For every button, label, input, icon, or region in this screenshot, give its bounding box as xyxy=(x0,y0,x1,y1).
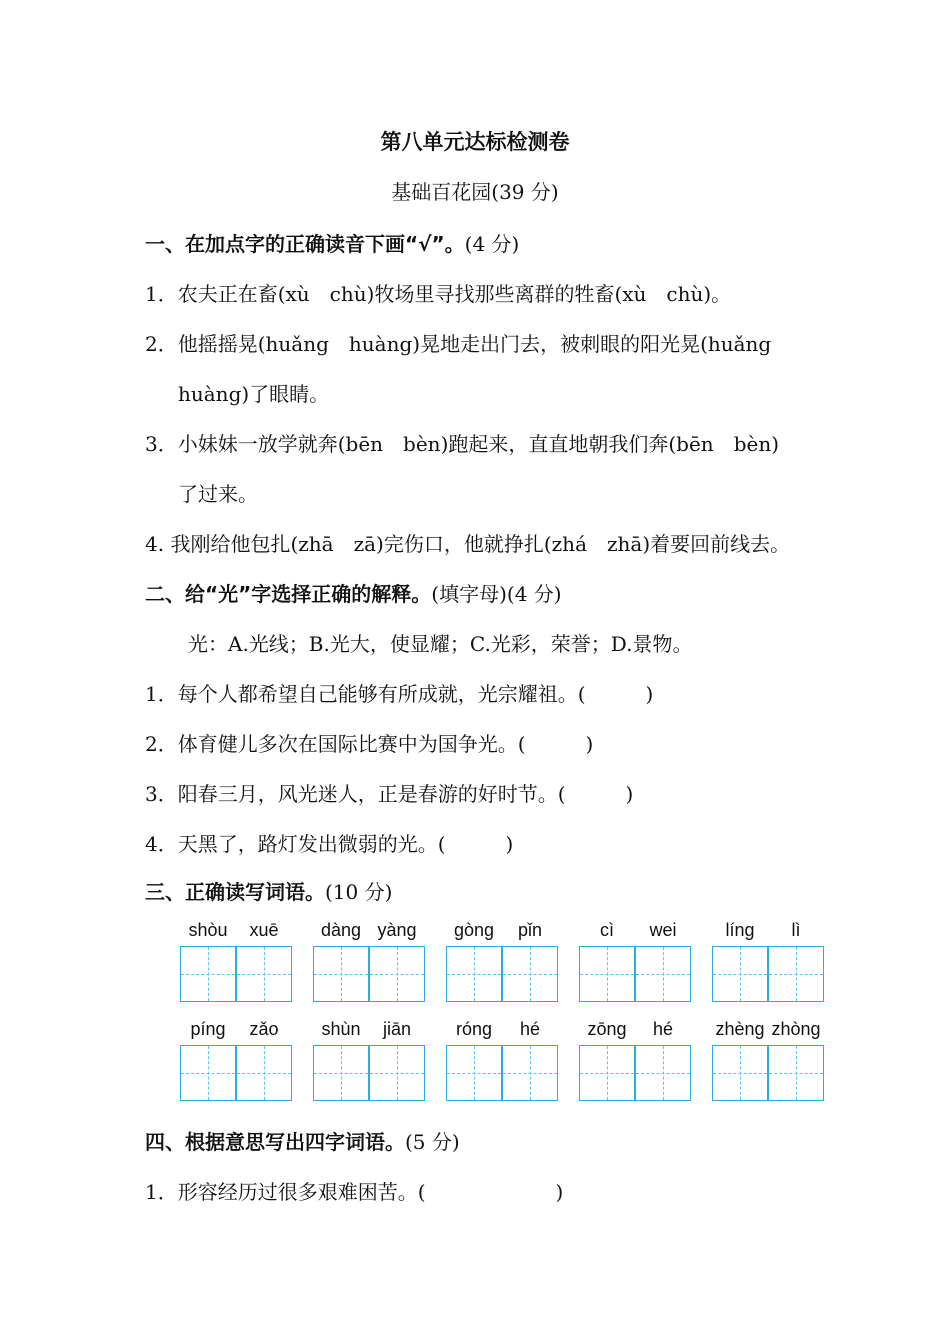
writing-box[interactable] xyxy=(768,1045,824,1101)
section2-heading-text: 二、给“光”字选择正确的解释。 xyxy=(145,582,432,606)
writing-box[interactable] xyxy=(236,946,292,1002)
page-title: 第八单元达标检测卷 xyxy=(380,130,570,154)
section1-score: (4 分) xyxy=(464,232,520,256)
section3-heading xyxy=(145,876,392,905)
section3-heading-text: 三、正确读写词语。 xyxy=(145,880,325,904)
writing-box[interactable] xyxy=(635,946,691,1002)
section1-q1: 1．农夫正在畜(xù chù)牧场里寻找那些离群的牲畜(xù chù)。 xyxy=(145,282,732,306)
close-paren: ) xyxy=(505,832,514,856)
section2-q1 xyxy=(145,678,653,707)
writing-box[interactable] xyxy=(635,1045,691,1101)
section1-heading-text: 一、在加点字的正确读音下画“√”。 xyxy=(145,232,465,256)
word-group xyxy=(180,920,292,1004)
grid-guide xyxy=(447,1073,501,1074)
grid-guide xyxy=(503,974,557,975)
grid-guide xyxy=(181,974,235,975)
pinyin-label: píng xyxy=(190,1019,226,1039)
section2-options: 光：A.光线；B.光大，使显耀；C.光彩，荣誉；D.景物。 xyxy=(188,632,693,656)
section1-q3-line1: 3．小妹妹一放学就奔(bēn bèn)跑起来，直直地朝我们奔(bēn bèn) xyxy=(145,432,780,456)
writing-box[interactable] xyxy=(446,946,502,1002)
word-group xyxy=(579,920,691,1004)
word-group xyxy=(712,1019,824,1103)
pinyin-label: cì xyxy=(599,920,614,940)
section4-q1-text: 1．形容经历过很多艰难困苦。( xyxy=(145,1180,426,1204)
writing-box[interactable] xyxy=(502,946,558,1002)
grid-guide xyxy=(580,1073,634,1074)
pinyin-label: gòng xyxy=(453,920,495,940)
word-group xyxy=(313,1019,425,1103)
section1-q3-line2: 了过来。 xyxy=(178,482,258,506)
pinyin-label: shùn xyxy=(321,1019,361,1039)
writing-box[interactable] xyxy=(369,1045,425,1101)
grid-guide xyxy=(769,974,823,975)
section2-q2 xyxy=(145,728,593,757)
word-group xyxy=(180,1019,292,1103)
writing-box[interactable] xyxy=(313,1045,369,1101)
grid-guide xyxy=(636,1073,690,1074)
pinyin-label: róng xyxy=(455,1019,493,1039)
pinyin-label: shòu xyxy=(188,920,228,940)
pinyin-label: zǎo xyxy=(249,1019,279,1039)
section2-q2-text: 2．体育健儿多次在国际比赛中为国争光。( xyxy=(145,732,526,756)
pinyin-label: wei xyxy=(649,920,677,940)
writing-box[interactable] xyxy=(313,946,369,1002)
close-paren: ) xyxy=(645,682,654,706)
writing-box[interactable] xyxy=(712,1045,768,1101)
pinyin-label: dàng xyxy=(320,920,362,940)
close-paren: ) xyxy=(585,732,594,756)
pinyin-label: lì xyxy=(791,920,801,940)
writing-box[interactable] xyxy=(180,1045,236,1101)
section4-q1 xyxy=(145,1176,563,1205)
writing-box[interactable] xyxy=(712,946,768,1002)
section1-q2-line2: huàng)了眼睛。 xyxy=(178,382,330,406)
grid-guide xyxy=(314,974,368,975)
grid-guide xyxy=(503,1073,557,1074)
section3-score: (10 分) xyxy=(325,880,393,904)
pinyin-label: zōng xyxy=(587,1019,627,1039)
writing-box[interactable] xyxy=(180,946,236,1002)
grid-guide xyxy=(370,1073,424,1074)
section2-q4 xyxy=(145,828,513,857)
pinyin-label: hé xyxy=(652,1019,674,1039)
writing-box[interactable] xyxy=(579,946,635,1002)
section2-q1-text: 1．每个人都希望自己能够有所成就，光宗耀祖。( xyxy=(145,682,586,706)
word-group xyxy=(446,920,558,1004)
grid-guide xyxy=(713,974,767,975)
section2-q3 xyxy=(145,778,633,807)
grid-guide xyxy=(713,1073,767,1074)
section4-score: (5 分) xyxy=(405,1130,460,1154)
grid-guide xyxy=(636,974,690,975)
grid-guide xyxy=(237,974,291,975)
grid-guide xyxy=(181,1073,235,1074)
pinyin-label: pǐn xyxy=(517,920,543,940)
word-group xyxy=(579,1019,691,1103)
section1-q4: 4. 我刚给他包扎(zhā zā)完伤口，他就挣扎(zhá zhā)着要回前线去。 xyxy=(145,532,791,556)
pinyin-label: líng xyxy=(725,920,755,940)
writing-box[interactable] xyxy=(768,946,824,1002)
pinyin-label: zhèng xyxy=(715,1019,765,1039)
grid-guide xyxy=(580,974,634,975)
pinyin-label: jiān xyxy=(382,1019,412,1039)
section2-note: (填字母)(4 分) xyxy=(431,582,562,606)
pinyin-label: xuē xyxy=(249,920,279,940)
section4-heading xyxy=(145,1126,460,1155)
writing-box[interactable] xyxy=(369,946,425,1002)
grid-guide xyxy=(237,1073,291,1074)
section2-heading xyxy=(145,578,562,607)
grid-guide xyxy=(370,974,424,975)
writing-box[interactable] xyxy=(446,1045,502,1101)
pinyin-label: yàng xyxy=(377,920,417,940)
section2-q4-text: 4．天黑了，路灯发出微弱的光。( xyxy=(145,832,446,856)
grid-guide xyxy=(314,1073,368,1074)
section2-q3-text: 3．阳春三月，风光迷人，正是春游的好时节。( xyxy=(145,782,566,806)
section4-heading-text: 四、根据意思写出四字词语。 xyxy=(145,1130,405,1154)
writing-box[interactable] xyxy=(579,1045,635,1101)
pinyin-label: zhòng xyxy=(771,1019,821,1039)
grid-guide xyxy=(769,1073,823,1074)
word-group xyxy=(313,920,425,1004)
close-paren: ) xyxy=(625,782,634,806)
pinyin-grid-row-2 xyxy=(0,1019,950,1103)
pinyin-grid-row-1 xyxy=(0,920,950,1004)
grid-guide xyxy=(447,974,501,975)
writing-box[interactable] xyxy=(502,1045,558,1101)
section1-heading xyxy=(145,228,519,257)
section1-q2-line1: 2．他摇摇晃(huǎng huàng)晃地走出门去，被刺眼的阳光晃(huǎng xyxy=(145,332,772,356)
close-paren: ) xyxy=(555,1180,564,1204)
word-group xyxy=(712,920,824,1004)
word-group xyxy=(446,1019,558,1103)
page-subtitle: 基础百花园(39 分) xyxy=(391,180,559,204)
pinyin-label: hé xyxy=(519,1019,541,1039)
writing-box[interactable] xyxy=(236,1045,292,1101)
